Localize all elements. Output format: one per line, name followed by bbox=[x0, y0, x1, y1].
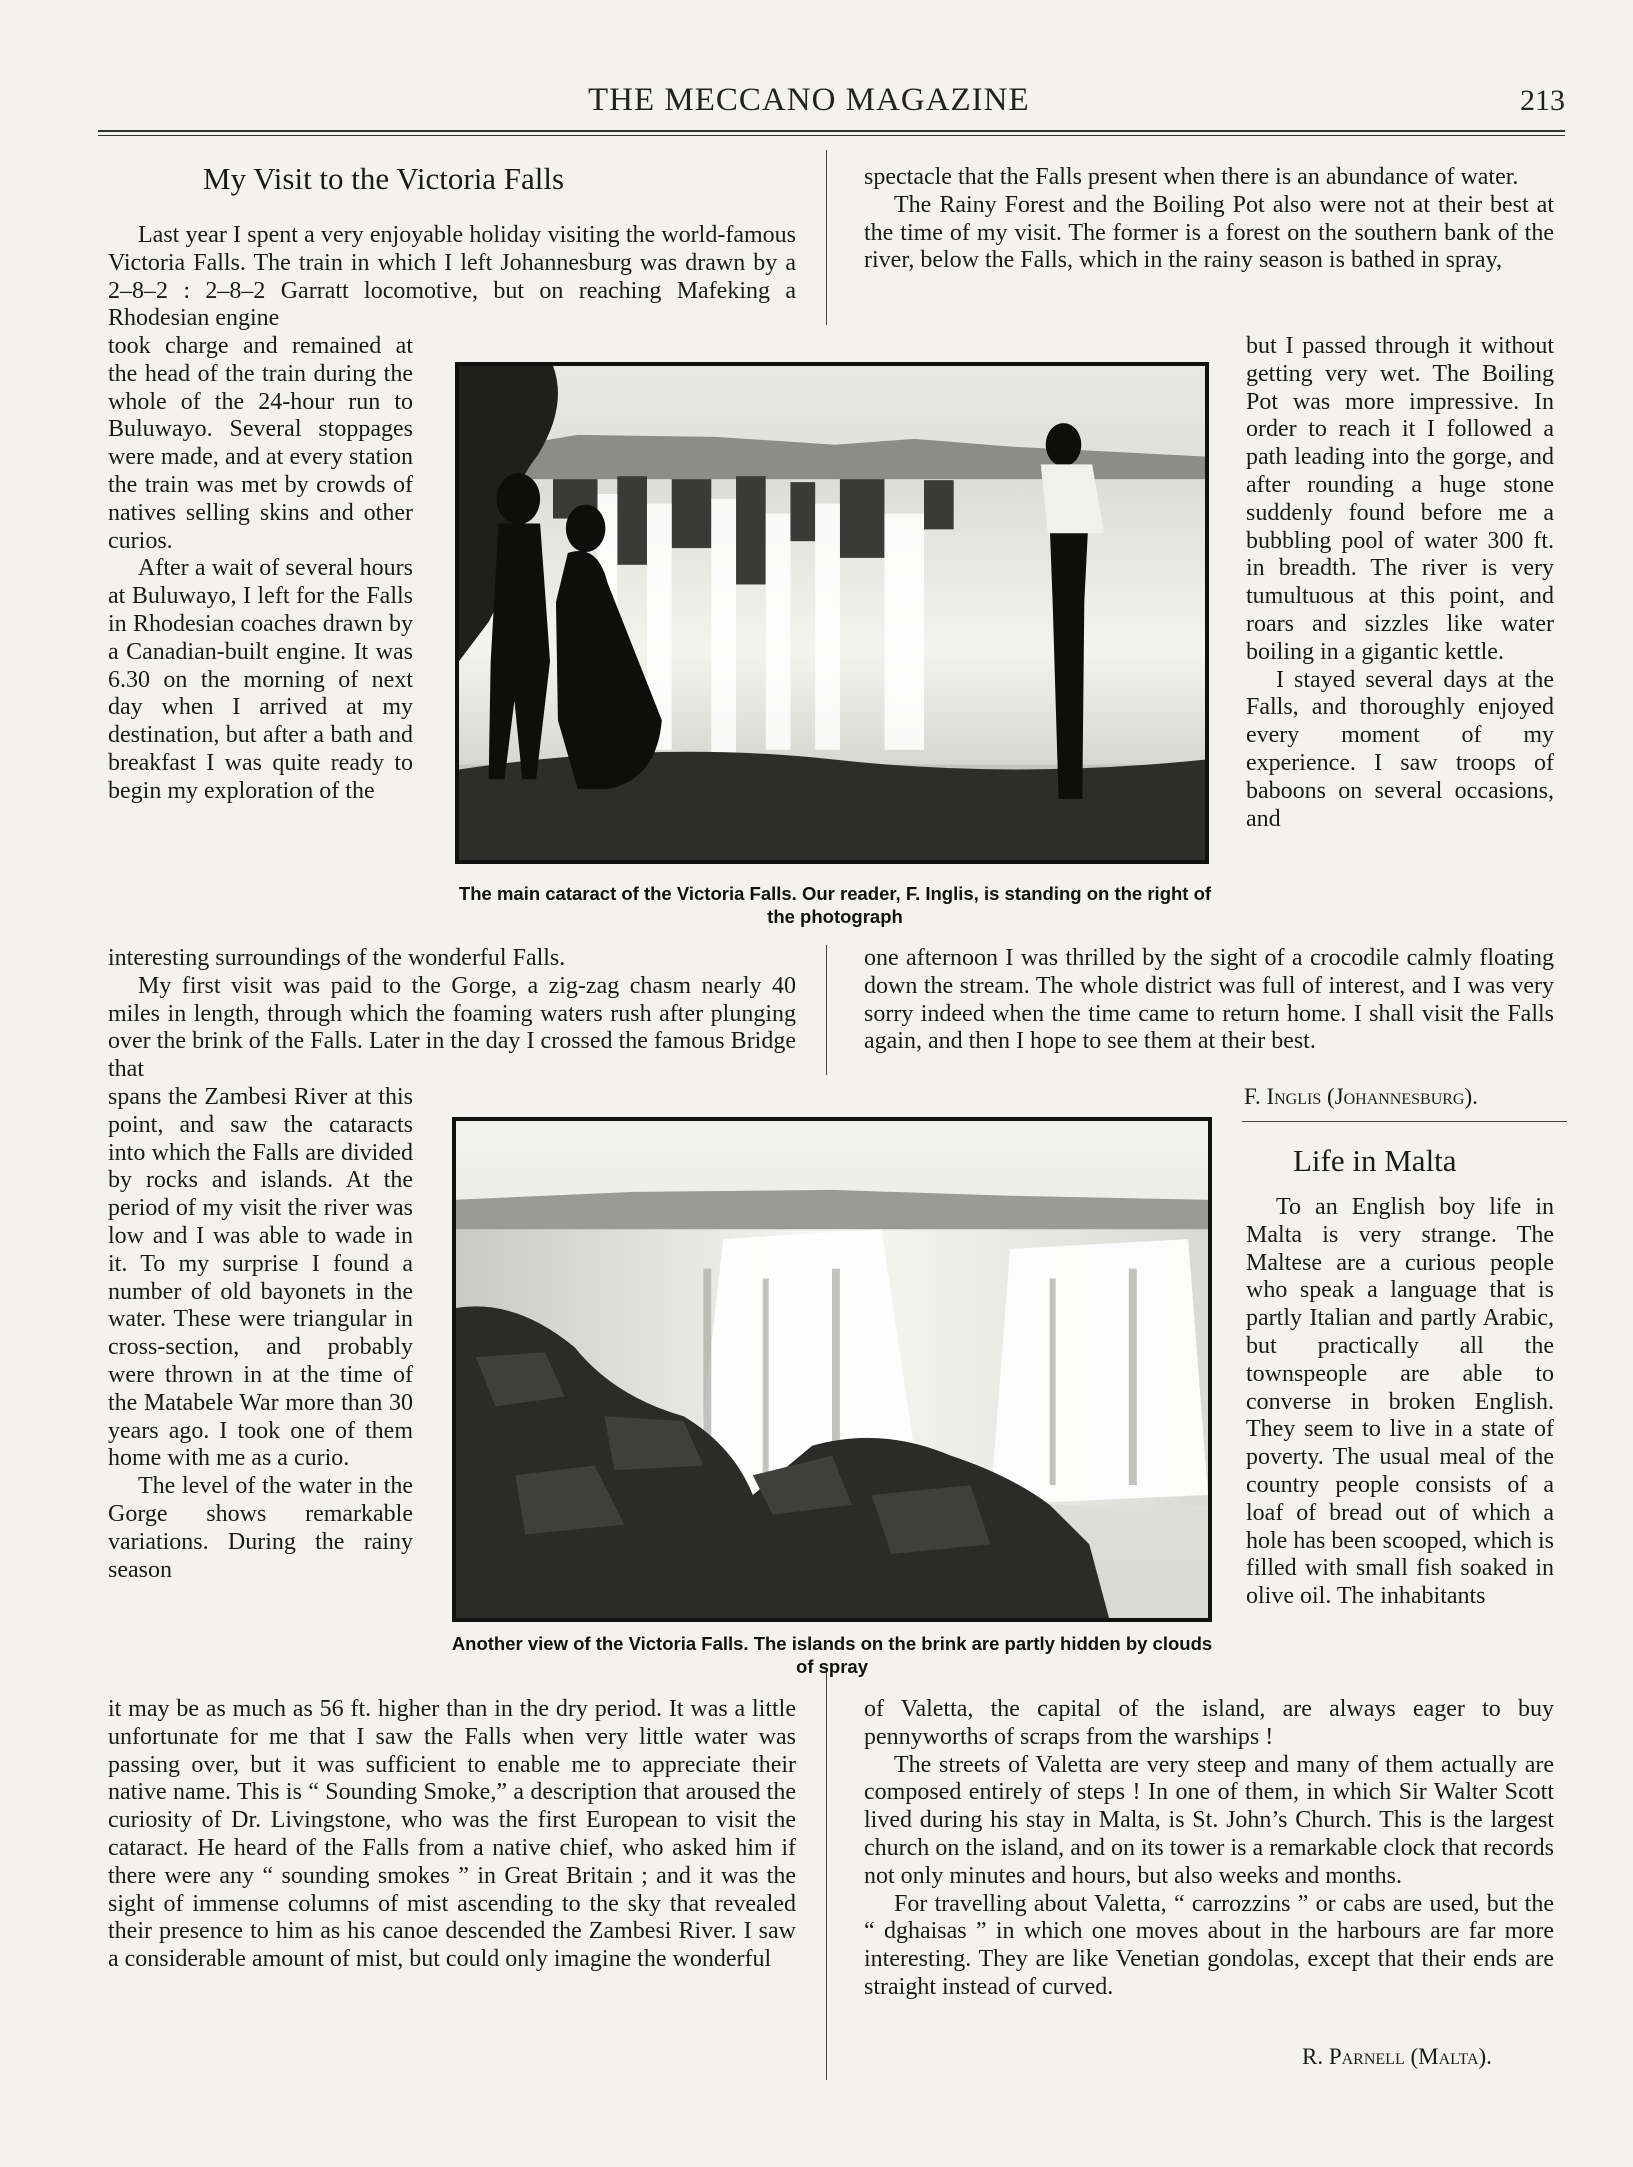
article-text-bottom bbox=[108, 1696, 796, 1974]
byline: F. Inglis (Johannesburg). bbox=[1244, 1084, 1478, 1109]
waterfall-with-people-photo bbox=[455, 362, 1209, 864]
paragraph: it may be as much as 56 ft. higher than in the dry period. It was a little unfortunate for me that I saw the Falls when very little water was passing over, but it was sufficient to enable me to appreciate their native name. This is “ Sounding Smoke,” a description that aroused the curiosity of Dr. Livingstone, who was the first European to visit the cataract. He heard of the Falls from a native chief, who asked him if there were any “ sounding smokes ” in Great Britain ; and it was the sight of immense columns of mist ascending to the sky that revealed their presence to him as his canoe descended the Zambesi River. I saw a considerable amount of mist, but could only imagine the wonderful bbox=[108, 1696, 796, 1973]
paragraph: Last year I spent a very enjoyable holiday visiting the world-famous Victoria Falls. The train in which I left Johannesburg was drawn by a 2–8–2 : 2–8–2 Garratt locomotive, but on reaching Mafeking a Rhodesian engine bbox=[108, 222, 796, 332]
paragraph: spans the Zambesi River at this point, and saw the cataracts into which the Falls are divided by rocks and islands. At the period of my visit the river was low and I was able to wade in it. To my surprise I found a number of old bayonets in the water. These were triangular in cross-section, and probably were thrown in at the time of the Matabele War more than 30 years ago. I took one of them home with me as a curio. bbox=[108, 1084, 413, 1472]
article-text-right-top bbox=[864, 164, 1554, 275]
photo-caption: The main cataract of the Victoria Falls. Our reader, F. Inglis, is standing on the right of the photograph bbox=[458, 883, 1212, 927]
article-intro-text bbox=[108, 222, 796, 333]
article-text-column-narrow bbox=[108, 333, 413, 806]
paragraph: The Rainy Forest and the Boiling Pot also were not at their best at the time of my visit. The former is a forest on the southern bank of the river, below the Falls, which in the rainy season is bathed in spray, bbox=[864, 191, 1554, 274]
paragraph: To an English boy life in Malta is very strange. The Maltese are a curious people who speak a language that is partly Italian and partly Arabic, but practically all the townspeople are able to converse in broken English. They seem to live in a state of poverty. The usual meal of the country people consists of a loaf of bread out of which a hole has been scooped, which is filled with small fish soaked in olive oil. The inhabitants bbox=[1246, 1194, 1554, 1610]
photo-illustration bbox=[459, 366, 1205, 860]
article-title-victoria-falls: My Visit to the Victoria Falls bbox=[203, 161, 565, 196]
article-text-column-narrow bbox=[108, 1084, 413, 1584]
column-divider bbox=[826, 1670, 827, 2080]
byline: R. Parnell (Malta). bbox=[1302, 2044, 1492, 2069]
photo-illustration bbox=[456, 1121, 1208, 1618]
column-divider bbox=[826, 945, 827, 1075]
article-text-right-mid bbox=[864, 945, 1554, 1056]
magazine-title: THE MECCANO MAGAZINE bbox=[588, 82, 1030, 118]
running-head bbox=[100, 82, 1565, 126]
photo-caption: Another view of the Victoria Falls. The islands on the brink are partly hidden by clouds of spray bbox=[451, 1633, 1213, 1677]
malta-text-bottom bbox=[864, 1696, 1554, 2002]
paragraph: took charge and remained at the head of the train during the whole of the 24-hour run to Buluwayo. Several stoppages were made, and at every station the train was met by crowds of natives selling skins and other curios. bbox=[108, 333, 413, 554]
page-number: 213 bbox=[1520, 84, 1565, 117]
paragraph: one afternoon I was thrilled by the sight of a crocodile calmly floating down the stream. The whole district was full of interest, and I was very sorry indeed when the time came to return home. I shall visit the Falls again, and then I hope to see them at their best. bbox=[864, 945, 1554, 1055]
malta-text-narrow bbox=[1246, 1194, 1554, 1611]
waterfall-gorge-photo bbox=[452, 1117, 1212, 1622]
paragraph: For travelling about Valetta, “ carrozzins ” or cabs are used, but the “ dghaisas ” in which one moves about in the harbours are far more interesting. They are like Venetian gondolas, except that their ends are straight instead of curved. bbox=[864, 1890, 1554, 2000]
paragraph: interesting surroundings of the wonderful Falls. bbox=[108, 945, 566, 971]
paragraph: but I passed through it without getting very wet. The Boiling Pot was more impressive. In order to reach it I followed a path leading into the gorge, and after rounding a huge stone suddenly found before me a bubbling pool of water 300 ft. in breadth. The river is very tumultuous at this point, and roars and sizzles like water boiling in a gigantic kettle. bbox=[1246, 333, 1554, 665]
paragraph: The level of the water in the Gorge shows remarkable variations. During the rainy season bbox=[108, 1473, 413, 1583]
article-text-right-narrow bbox=[1246, 333, 1554, 833]
paragraph: spectacle that the Falls present when there is an abundance of water. bbox=[864, 164, 1519, 190]
header-rule bbox=[98, 130, 1565, 136]
paragraph: My first visit was paid to the Gorge, a zig-zag chasm nearly 40 miles in length, through which the foaming waters rush after plunging over the brink of the Falls. Later in the day I crossed the famous Bridge that bbox=[108, 972, 796, 1083]
section-divider bbox=[1242, 1121, 1567, 1122]
column-divider bbox=[826, 150, 827, 325]
article-title-life-in-malta: Life in Malta bbox=[1293, 1143, 1457, 1178]
paragraph: of Valetta, the capital of the island, are always eager to buy pennyworths of scraps from the warships ! bbox=[864, 1696, 1554, 1750]
paragraph: After a wait of several hours at Buluwayo, I left for the Falls in Rhodesian coaches drawn by a Canadian-built engine. It was 6.30 on the morning of next day when I arrived at my destination, but after a bath and breakfast I was quite ready to begin my exploration of the bbox=[108, 555, 413, 804]
article-text-mid bbox=[108, 945, 796, 1084]
paragraph: I stayed several days at the Falls, and thoroughly enjoyed every moment of my experience. I saw troops of baboons on several occasions, and bbox=[1246, 666, 1554, 832]
paragraph: The streets of Valetta are very steep and many of them actually are composed entirely of steps ! In one of them, in which Sir Walter Scott lived during his stay in Malta, is St. John’s Church. This is the largest church on the island, and on its tower is a remarkable clock that records not only minutes and hours, but also weeks and months. bbox=[864, 1751, 1554, 1889]
